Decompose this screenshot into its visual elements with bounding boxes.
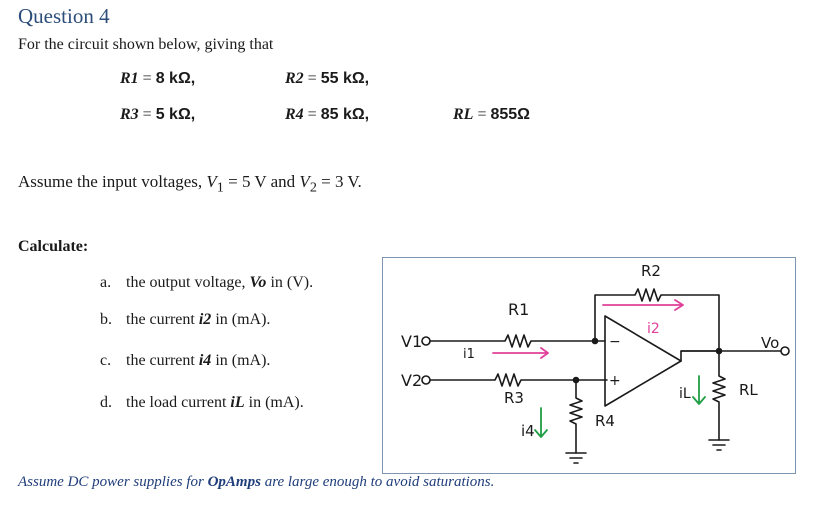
item-var: Vo bbox=[249, 274, 267, 291]
question-title: Question 4 bbox=[18, 4, 110, 28]
item-pre: the load current bbox=[126, 394, 231, 411]
i4-label: i4 bbox=[521, 422, 535, 440]
item-pre: the current bbox=[126, 352, 199, 369]
resistor-label: R3 bbox=[120, 106, 139, 123]
item-marker: d. bbox=[100, 394, 112, 411]
question-intro: For the circuit shown below, giving that bbox=[18, 36, 274, 53]
item-var: i2 bbox=[198, 311, 212, 328]
resistor-label: R2 bbox=[285, 70, 304, 87]
resistor-label: R1 bbox=[120, 70, 139, 87]
calc-item-b bbox=[100, 311, 270, 329]
resistor-value: 85 kΩ, bbox=[320, 106, 370, 123]
i2-label: i2 bbox=[647, 321, 660, 337]
i1-arrow bbox=[493, 348, 548, 358]
opamp-triangle bbox=[605, 316, 681, 406]
assume-prefix: Assume the input voltages, bbox=[18, 172, 207, 191]
calc-item-d bbox=[100, 394, 304, 412]
r4-resistor bbox=[570, 380, 582, 453]
note-pre: Assume DC power supplies for bbox=[18, 474, 208, 490]
resistor-r2-value: R2 = 55 kΩ, bbox=[285, 70, 370, 87]
vo-terminal bbox=[781, 347, 789, 355]
v2-label: V2 bbox=[401, 371, 423, 390]
vo-label: Vo bbox=[761, 334, 780, 352]
v2-symbol: V bbox=[299, 172, 310, 191]
item-pre: the current bbox=[126, 311, 199, 328]
assume-suffix: = 3 V. bbox=[316, 172, 362, 191]
rl-label: RL bbox=[739, 381, 758, 399]
resistor-rl-value: RL = 855Ω bbox=[453, 106, 531, 123]
rl-resistor bbox=[713, 351, 725, 440]
i2-arrow bbox=[603, 300, 683, 310]
resistor-value: 5 kΩ, bbox=[155, 106, 196, 123]
circuit-svg bbox=[383, 258, 795, 473]
v2-terminal bbox=[422, 376, 430, 384]
resistor-label: R4 bbox=[285, 106, 304, 123]
item-marker: a. bbox=[100, 274, 112, 291]
resistor-r4-value: R4 = 85 kΩ, bbox=[285, 106, 370, 123]
calc-item-c bbox=[100, 352, 270, 370]
r4-label: R4 bbox=[595, 412, 615, 430]
item-post: in (mA). bbox=[244, 394, 304, 411]
r1-label: R1 bbox=[508, 300, 530, 319]
i4-arrow bbox=[535, 408, 547, 437]
saturation-note bbox=[18, 474, 494, 491]
resistor-r3-value: R3 = 5 kΩ, bbox=[120, 106, 196, 123]
rl-ground bbox=[709, 440, 729, 450]
v1-subscript: 1 bbox=[216, 179, 224, 196]
r3-resistor bbox=[430, 374, 607, 386]
item-pre: the output voltage, bbox=[126, 274, 250, 291]
r2-label: R2 bbox=[641, 262, 661, 280]
v1-label: V1 bbox=[401, 332, 423, 351]
il-arrow bbox=[693, 376, 705, 404]
item-post: in (mA). bbox=[211, 311, 271, 328]
note-post: are large enough to avoid saturations. bbox=[260, 474, 495, 490]
r4-ground bbox=[566, 453, 586, 463]
inverting-sign: − bbox=[609, 334, 621, 350]
calculate-heading: Calculate: bbox=[18, 238, 89, 255]
item-marker: c. bbox=[100, 352, 112, 369]
item-var: i4 bbox=[198, 352, 212, 369]
resistor-value: 8 kΩ, bbox=[155, 70, 196, 87]
input-voltage-assumption bbox=[18, 172, 362, 196]
calc-item-a bbox=[100, 274, 313, 292]
i1-label: i1 bbox=[463, 347, 475, 362]
item-var: iL bbox=[230, 394, 245, 411]
noninverting-sign: + bbox=[609, 373, 621, 389]
r3-label: R3 bbox=[504, 389, 524, 407]
assume-mid: = 5 V and bbox=[223, 172, 300, 191]
v1-symbol: V bbox=[206, 172, 217, 191]
item-post: in (V). bbox=[266, 274, 314, 291]
r1-resistor bbox=[430, 335, 595, 347]
resistor-r1-value: R1 = 8 kΩ, bbox=[120, 70, 196, 87]
note-bold: OpAmps bbox=[207, 474, 261, 490]
v2-subscript: 2 bbox=[309, 179, 317, 196]
item-marker: b. bbox=[100, 311, 112, 328]
item-post: in (mA). bbox=[211, 352, 271, 369]
il-label: iL bbox=[679, 386, 691, 402]
circuit-diagram bbox=[382, 257, 796, 474]
resistor-value: 55 kΩ, bbox=[320, 70, 370, 87]
v1-terminal bbox=[422, 337, 430, 345]
resistor-value: 855Ω bbox=[490, 106, 531, 123]
resistor-label: RL bbox=[453, 106, 474, 123]
